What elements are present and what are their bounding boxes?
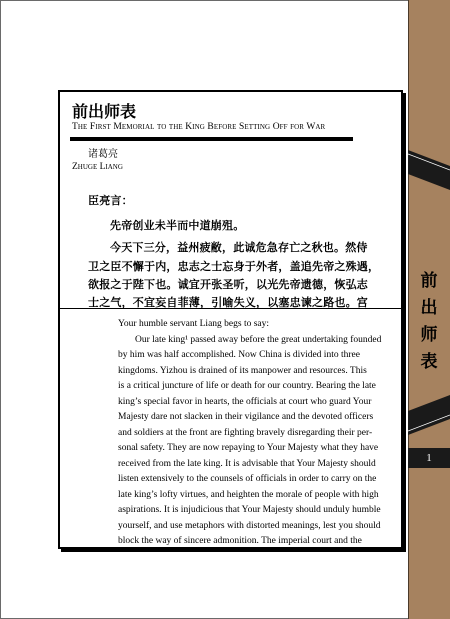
chinese-author: 诸葛亮 <box>88 149 118 160</box>
english-line: yourself, and use metaphors with distorted meanings, lest you should <box>118 521 381 531</box>
english-author: Zhuge Liang <box>72 162 123 172</box>
chinese-line: 先帝创业未半而中道崩殂。 <box>110 219 245 232</box>
chinese-line: 臣亮言： <box>88 194 133 207</box>
english-line: Our late king¹ passed away before the great undertaking founded <box>135 335 382 345</box>
english-line: Your humble servant Liang begs to say: <box>118 319 270 329</box>
english-line: listen extensively to the counsels of officials in order to carry on the <box>118 474 377 484</box>
english-line: and soldiers at the front are fighting bravely disregarding their per- <box>118 428 373 438</box>
header-rule <box>70 137 353 141</box>
english-line: received from the late king. It is advisable that Your Majesty should <box>118 459 376 469</box>
english-line: is a critical juncture of life or death for our country. Bearing the late <box>118 381 376 391</box>
page-number: 1 <box>408 448 450 468</box>
chinese-line: 欲报之于陛下也。诚宜开张圣听，以光先帝遗德，恢弘志 <box>88 278 368 291</box>
english-line: aspirations. It is injudicious that Your Majesty should unduly humble <box>118 505 381 515</box>
english-line: sonal safety. They are now repaying to Your Majesty what they have <box>118 443 379 453</box>
sidebar-title-char: 师 <box>420 325 438 345</box>
english-line: by him was half accomplished. Now China is divided into three <box>118 350 360 360</box>
sidebar-band-bottom <box>408 395 450 435</box>
english-line: block the way of sincere admonition. The imperial court and the <box>118 536 362 546</box>
english-line: Majesty dare not slacken in their vigilance and the devoted officers <box>118 412 374 422</box>
chinese-title: 前出师表 <box>72 102 137 121</box>
sidebar-title-char: 表 <box>420 352 438 372</box>
english-line: king’s special favor in hearts, the officials at court who guard Your <box>118 397 372 407</box>
english-line: kingdoms. Yizhou is drained of its manpower and resources. This <box>118 366 367 376</box>
english-line: late king’s lofty virtues, and heighten the morale of people with high <box>118 490 379 500</box>
chinese-line: 士之气，不宜妄自菲薄，引喻失义，以塞忠谏之路也。宫 <box>88 296 368 309</box>
sidebar-title-char: 出 <box>420 298 438 318</box>
sidebar-band-top <box>408 150 450 190</box>
chinese-line: 今天下三分，益州疲敝，此诚危急存亡之秋也。然侍 <box>110 241 368 254</box>
sidebar-title-char: 前 <box>420 271 438 291</box>
english-title: The First Memorial to the King Before Setting Off for War <box>72 122 326 132</box>
chinese-line: 卫之臣不懈于内，忠志之士忘身于外者，盖追先帝之殊遇， <box>88 260 380 273</box>
